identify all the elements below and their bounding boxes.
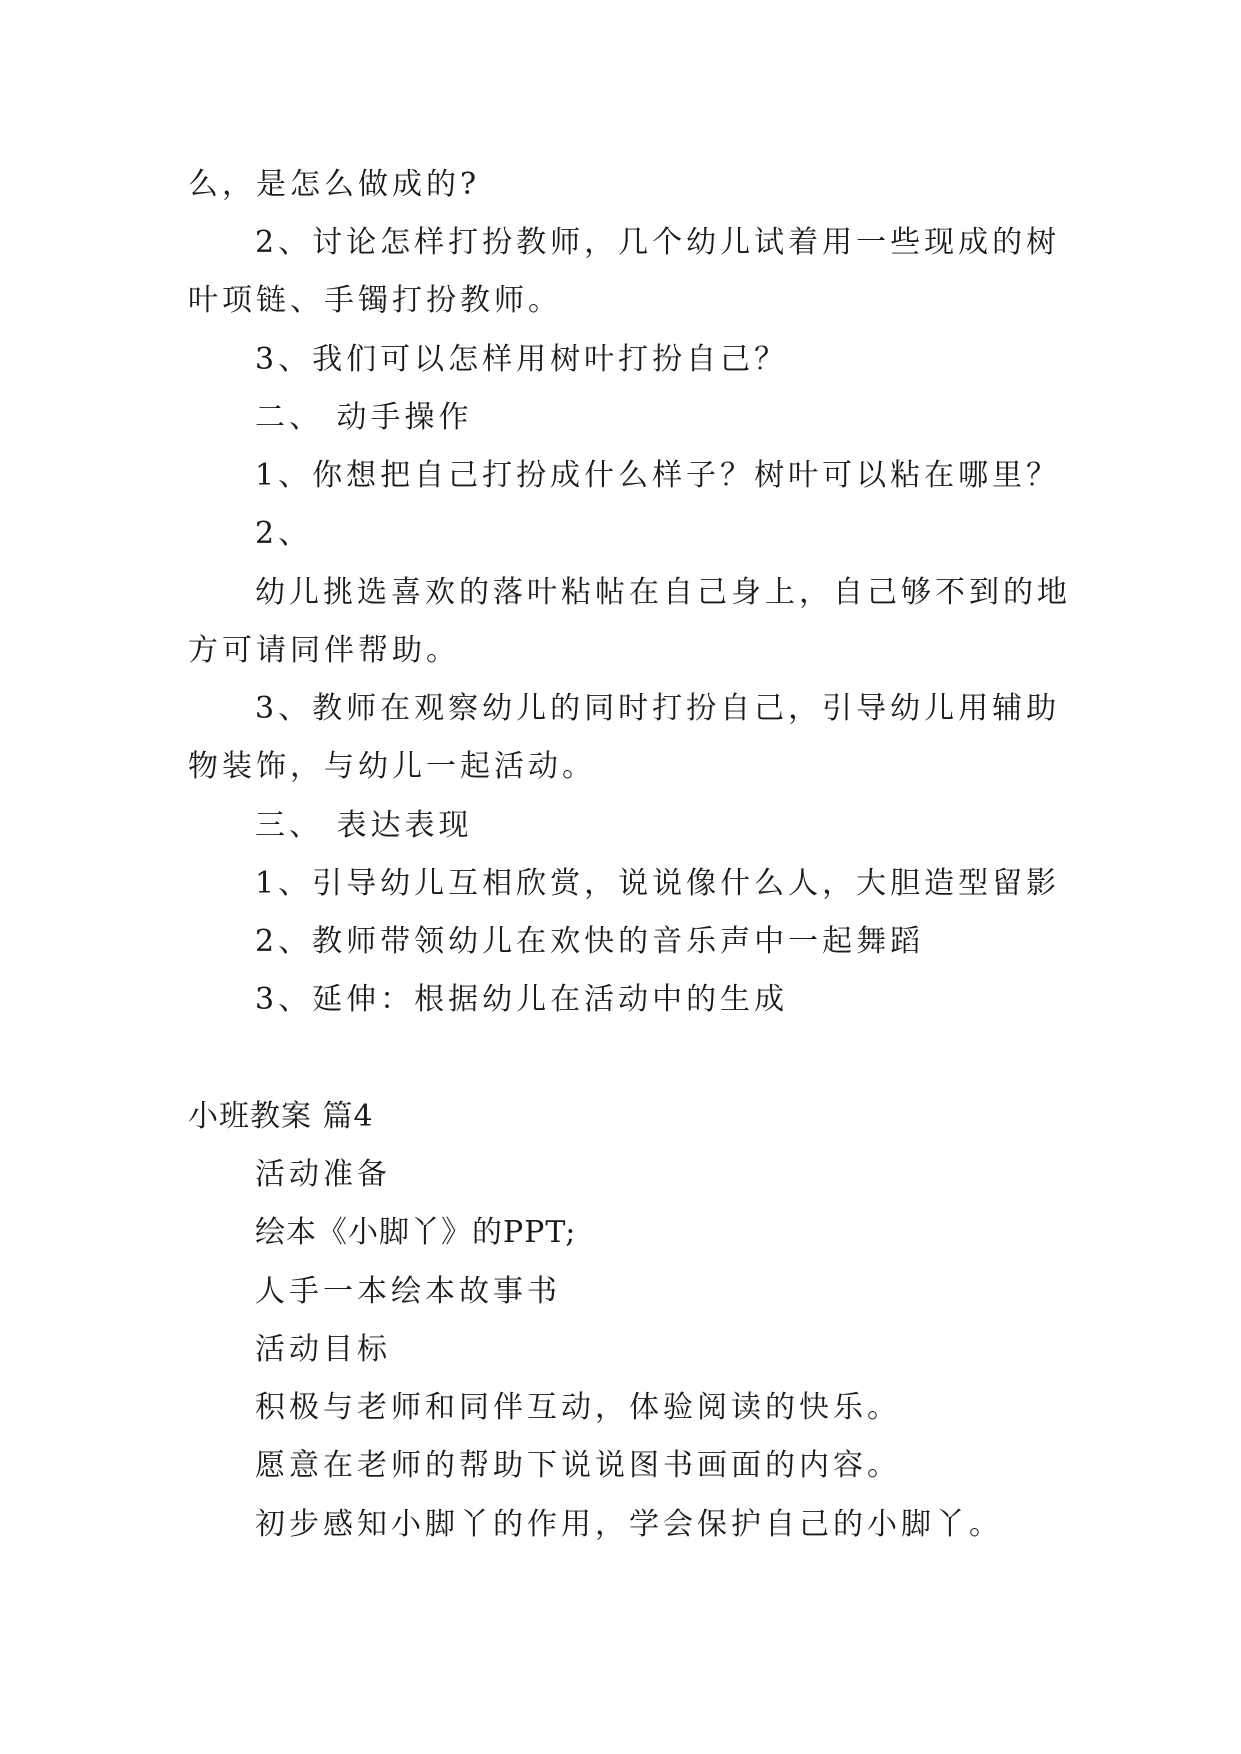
paragraph-line: 积极与老师和同伴互动，体验阅读的快乐。 [255, 1390, 901, 1425]
section-heading: 三、 表达表现 [255, 808, 473, 843]
paragraph-line: 幼儿挑选喜欢的落叶粘帖在自己身上，自己够不到的地 [255, 575, 1071, 610]
paragraph-line: 人手一本绘本故事书 [255, 1274, 561, 1309]
paragraph-line: 1、你想把自己打扮成什么样子？树叶可以粘在哪里？ [255, 458, 1061, 493]
paragraph-line: 活动目标 [255, 1332, 391, 1367]
paragraph-line: 愿意在老师的帮助下说说图书画面的内容。 [255, 1448, 901, 1483]
paragraph-line: 2、教师带领幼儿在欢快的音乐声中一起舞蹈 [255, 924, 925, 959]
section-heading: 二、 动手操作 [255, 400, 473, 435]
paragraph-line: 绘本《小脚丫》的PPT; [255, 1215, 577, 1250]
paragraph-line: 初步感知小脚丫的作用，学会保护自己的小脚丫。 [255, 1507, 1003, 1542]
paragraph-line: 3、延伸：根据幼儿在活动中的生成 [255, 982, 789, 1017]
paragraph-line: 3、我们可以怎样用树叶打扮自己？ [255, 342, 789, 377]
paragraph-line: 么，是怎么做成的? [188, 167, 481, 202]
paragraph-line: 叶项链、手镯打扮教师。 [188, 283, 562, 318]
paragraph-line: 活动准备 [255, 1157, 391, 1192]
paragraph-line: 2、 [255, 516, 313, 551]
section-title: 小班教案 篇4 [188, 1099, 374, 1134]
paragraph-line: 2、讨论怎样打扮教师，几个幼儿试着用一些现成的树 [255, 225, 1061, 260]
paragraph-line: 方可请同伴帮助。 [188, 633, 460, 668]
paragraph-line: 物装饰，与幼儿一起活动。 [188, 749, 596, 784]
paragraph-line: 1、引导幼儿互相欣赏，说说像什么人，大胆造型留影 [255, 866, 1061, 901]
paragraph-line: 3、教师在观察幼儿的同时打扮自己，引导幼儿用辅助 [255, 691, 1061, 726]
